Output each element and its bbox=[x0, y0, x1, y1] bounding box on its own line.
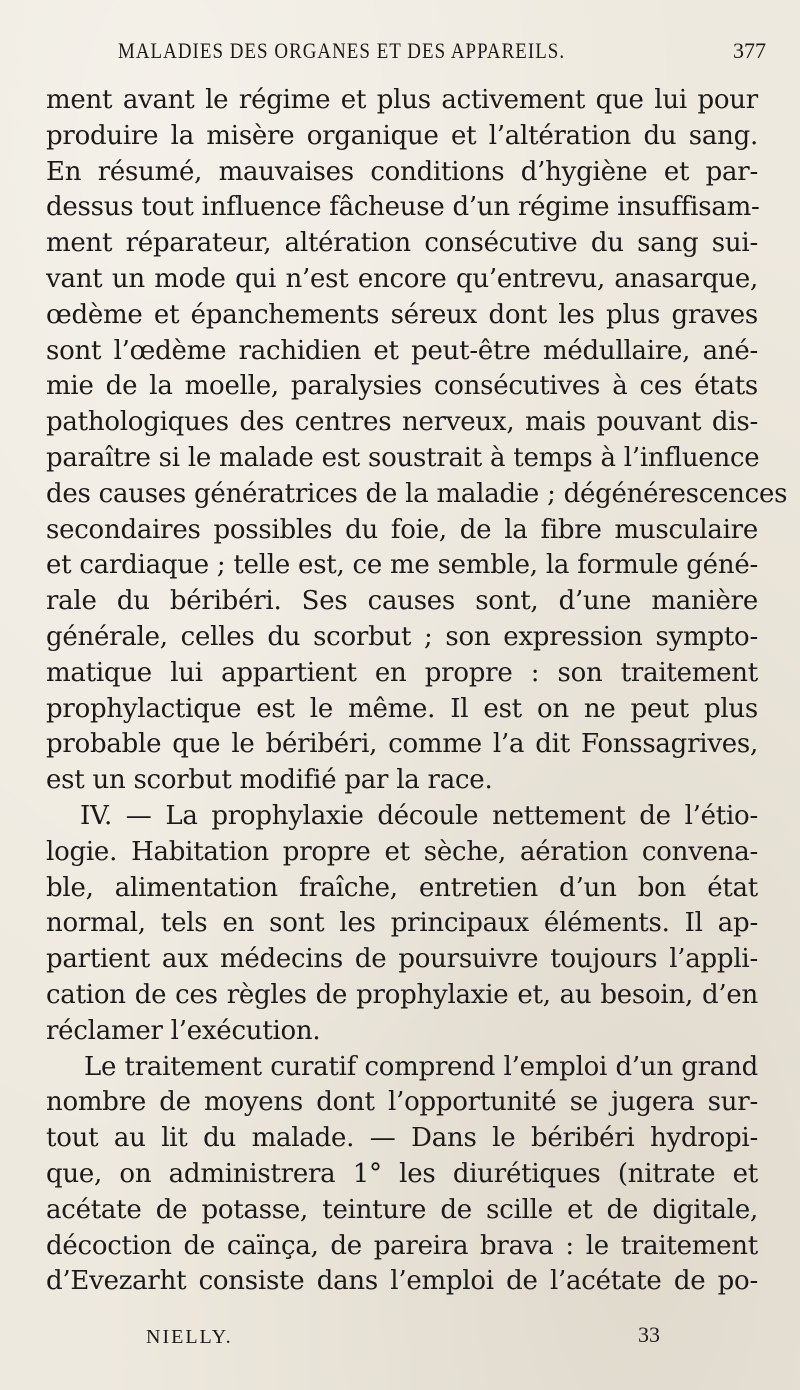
paragraph-start-line: Le traitement curatif comprend l’emploi d’un grand bbox=[84, 1051, 758, 1082]
text-line: logie. Habitation propre et sèche, aération convena- bbox=[46, 836, 758, 867]
text-line: décoction de caïnça, de pareira brava : le traitement bbox=[46, 1230, 758, 1261]
text-line: tout au lit du malade. — Dans le béribéri hydropi- bbox=[46, 1123, 758, 1154]
page-footer bbox=[140, 1322, 660, 1356]
page-header bbox=[118, 38, 766, 78]
signature-mark: NIELLY. bbox=[146, 1326, 233, 1348]
text-line: que, on administrera 1° les diurétiques (nitrate et bbox=[46, 1158, 758, 1189]
text-line: réclamer l’exécution. bbox=[46, 1015, 321, 1046]
text-line: vant un mode qui n’est encore qu’entrevu, anasarque, bbox=[46, 263, 758, 294]
text-line: sont l’œdème rachidien et peut-être médullaire, ané- bbox=[46, 335, 758, 366]
text-line: ment réparateur, altération consécutive du sang sui- bbox=[46, 228, 758, 259]
text-line: normal, tels en sont les principaux éléments. Il ap- bbox=[46, 908, 758, 939]
text-line: acétate de potasse, teinture de scille et de digitale, bbox=[46, 1194, 758, 1225]
text-line: mie de la moelle, paralysies consécutives à ces états bbox=[46, 371, 758, 402]
text-line: paraître si le malade est soustrait à temps à l’influence bbox=[46, 442, 760, 473]
text-line: cation de ces règles de prophylaxie et, au besoin, d’en bbox=[46, 979, 758, 1010]
text-line: ment avant le régime et plus activement que lui pour bbox=[46, 85, 758, 115]
text-line: des causes génératrices de la maladie ; dégénérescences bbox=[46, 478, 788, 509]
text-line: pathologiques des centres nerveux, mais pouvant dis- bbox=[46, 407, 758, 438]
text-line: œdème et épanchements séreux dont les plus graves bbox=[46, 299, 758, 330]
text-line: rale du béribéri. Ses causes sont, d’une manière bbox=[46, 586, 758, 617]
text-line: matique lui appartient en propre : son traitement bbox=[46, 657, 758, 688]
text-line: prophylactique est le même. Il est on ne peut plus bbox=[46, 693, 758, 724]
text-line: produire la misère organique et l’altération du sang. bbox=[46, 120, 758, 151]
text-line: probable que le béribéri, comme l’a dit Fonssagrives, bbox=[46, 729, 758, 760]
text-line: dessus tout influence fâcheuse d’un régime insuffisam- bbox=[46, 192, 760, 223]
section-iv-line: IV. — La prophylaxie découle nettement de l’étio- bbox=[80, 800, 758, 831]
text-line: secondaires possibles du foie, de la fibre musculaire bbox=[46, 514, 758, 545]
text-line: partient aux médecins de poursuivre toujours l’appli- bbox=[46, 944, 758, 975]
text-line: et cardiaque ; telle est, ce me semble, la formule géné- bbox=[46, 550, 758, 581]
sheet-number: 33 bbox=[638, 1322, 660, 1347]
page-number: 377 bbox=[733, 38, 766, 63]
text-line: d’Evezarht consiste dans l’emploi de l’acétate de po- bbox=[46, 1266, 758, 1297]
text-line: générale, celles du scorbut ; son expression sympto- bbox=[46, 621, 758, 652]
text-line: nombre de moyens dont l’opportunité se jugera sur- bbox=[46, 1087, 758, 1118]
text-line: En résumé, mauvaises conditions d’hygiène et par- bbox=[46, 156, 758, 187]
body-text bbox=[46, 83, 788, 1300]
text-line: est un scorbut modifié par la race. bbox=[46, 765, 493, 796]
running-head: MALADIES DES ORGANES ET DES APPAREILS. bbox=[118, 38, 566, 63]
text-line: ble, alimentation fraîche, entretien d’un bon état bbox=[46, 872, 758, 903]
